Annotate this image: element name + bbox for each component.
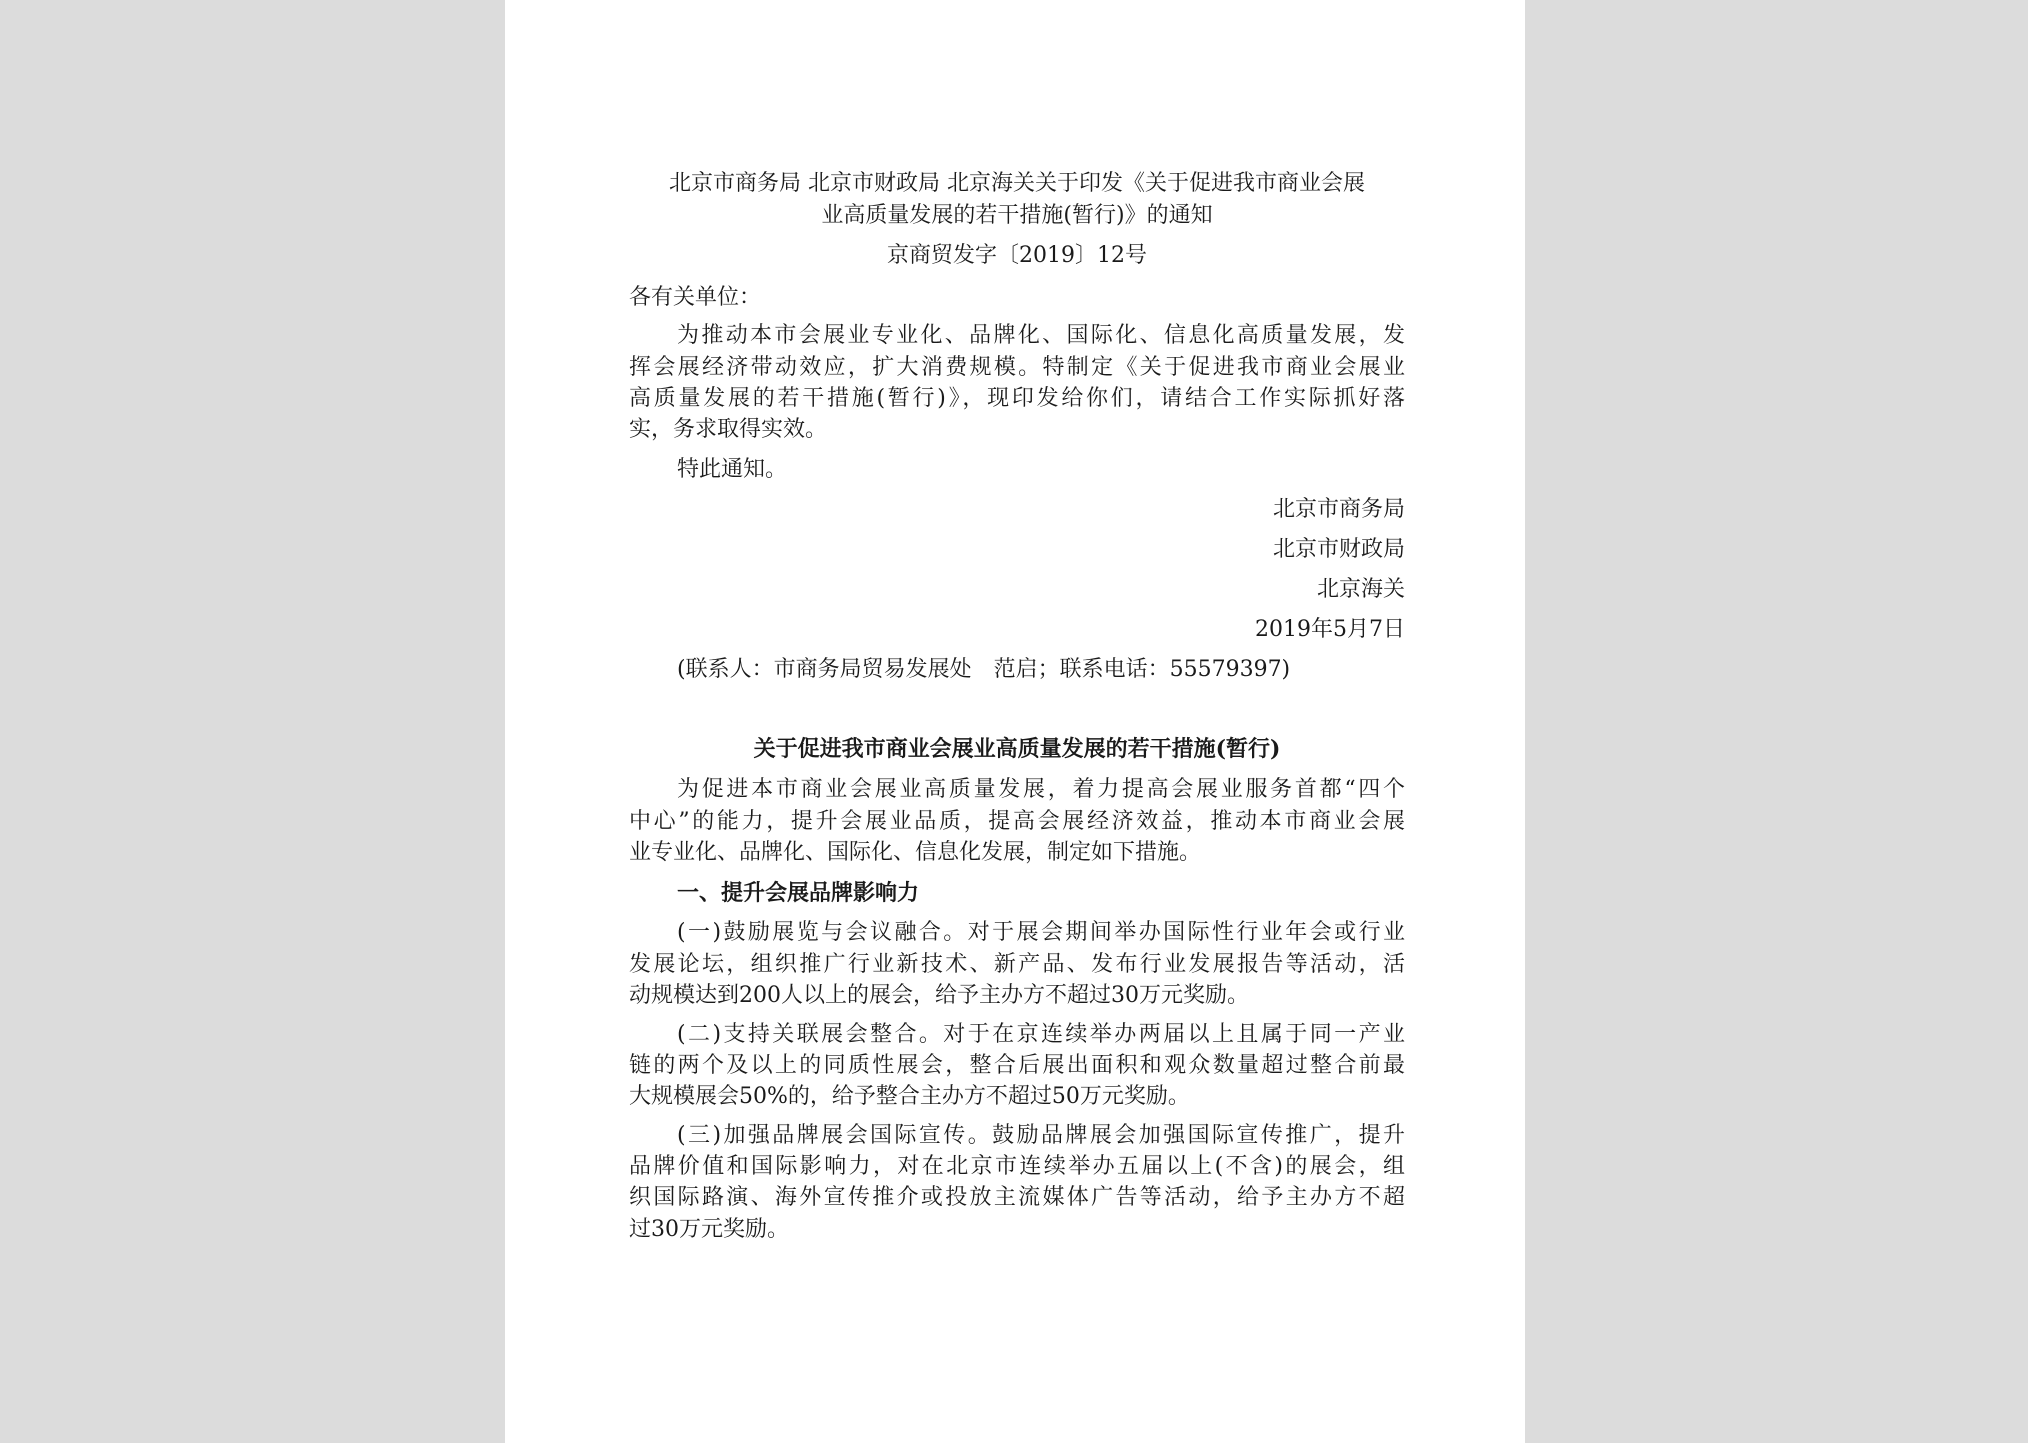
notice-paragraph-line: 高质量发展的若干措施(暂行)》，现印发给你们，请结合工作实际抓好落 — [629, 386, 1405, 411]
notice-paragraph-line: 为推动本市会展业专业化、品牌化、国际化、信息化高质量发展，发 — [677, 323, 1405, 348]
measures-title: 关于促进我市商业会展业高质量发展的若干措施(暂行) — [753, 736, 1281, 762]
item-2-line: 大规模展会50%的，给予整合主办方不超过50万元奖励。 — [629, 1084, 1190, 1109]
item-3-line: 品牌价值和国际影响力，对在北京市连续举办五届以上(不含)的展会，组 — [629, 1154, 1405, 1179]
signature-finance-bureau: 北京市财政局 — [1272, 537, 1405, 562]
notice-paragraph-line: 实，务求取得实效。 — [629, 417, 828, 442]
item-2-line: 链的两个及以上的同质性展会，整合后展出面积和观众数量超过整合前最 — [629, 1053, 1405, 1078]
closing-text: 特此通知。 — [677, 457, 788, 482]
item-3-line: 织国际路演、海外宣传推介或投放主流媒体广告等活动，给予主办方不超 — [629, 1185, 1405, 1210]
notice-title-line-2: 业高质量发展的若干措施(暂行)》的通知 — [821, 203, 1213, 228]
item-3-line: 过30万元奖励。 — [629, 1217, 789, 1242]
item-1-line: 发展论坛，组织推广行业新技术、新产品、发布行业发展报告等活动，活 — [629, 952, 1405, 977]
item-2-line: (二)支持关联展会整合。对于在京连续举办两届以上且属于同一产业 — [677, 1022, 1405, 1047]
measures-intro-line: 中心”的能力，提升会展业品质，提高会展经济效益，推动本市商业会展 — [629, 809, 1405, 834]
document-page — [505, 0, 1525, 1443]
item-1-line: 动规模达到200人以上的展会，给予主办方不超过30万元奖励。 — [629, 983, 1249, 1008]
item-1-line: (一)鼓励展览与会议融合。对于展会期间举办国际性行业年会或行业 — [677, 920, 1405, 945]
signature-date: 2019年5月7日 — [1255, 617, 1405, 642]
salutation: 各有关单位： — [629, 285, 762, 310]
notice-title-line-1: 北京市商务局 北京市财政局 北京海关关于印发《关于促进我市商业会展 — [669, 171, 1365, 196]
signature-commerce-bureau: 北京市商务局 — [1272, 497, 1405, 522]
contact-info: (联系人：市商务局贸易发展处 范启；联系电话：55579397) — [677, 657, 1291, 682]
document-number: 京商贸发字〔2019〕12号 — [887, 243, 1147, 268]
item-3-line: (三)加强品牌展会国际宣传。鼓励品牌展会加强国际宣传推广，提升 — [677, 1123, 1405, 1148]
section-heading: 一、提升会展品牌影响力 — [677, 880, 920, 906]
measures-intro-line: 为促进本市商业会展业高质量发展，着力提高会展业服务首都“四个 — [677, 777, 1405, 802]
signature-customs: 北京海关 — [1316, 577, 1405, 602]
measures-intro-line: 业专业化、品牌化、国际化、信息化发展，制定如下措施。 — [629, 840, 1202, 865]
notice-paragraph-line: 挥会展经济带动效应，扩大消费规模。特制定《关于促进我市商业会展业 — [629, 355, 1405, 380]
